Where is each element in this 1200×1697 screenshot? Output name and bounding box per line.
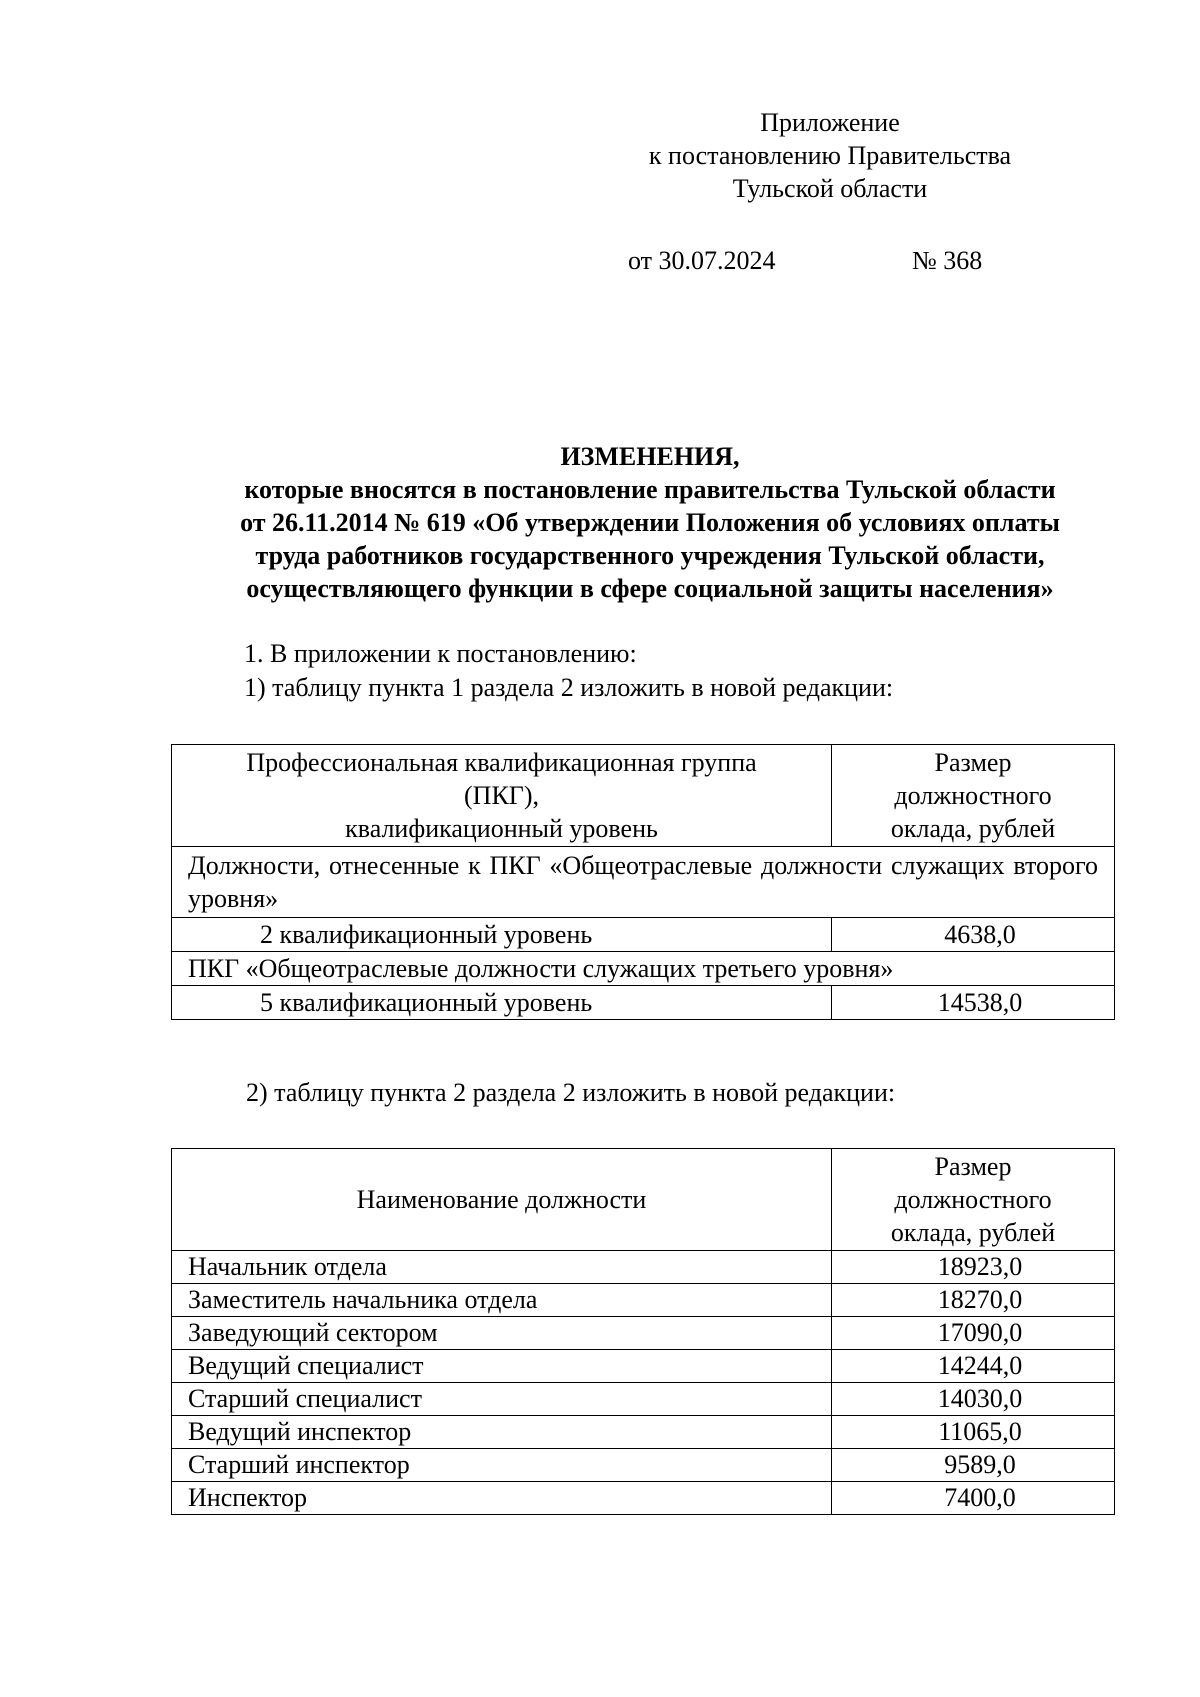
table2-header-col2-line3: оклада, рублей xyxy=(890,1218,1056,1247)
table-row xyxy=(172,1449,1115,1482)
table2-header-col1: Наименование должности xyxy=(172,1149,832,1251)
table1-header-col1-line2: (ПКГ), xyxy=(464,781,539,810)
table-row xyxy=(172,918,1115,952)
table1-value-cell: 14538,0 xyxy=(832,986,1115,1020)
table1-header-col2-line3: оклада, рублей xyxy=(890,814,1056,843)
title-heading: ИЗМЕНЕНИЯ, xyxy=(560,442,740,471)
appendix-block xyxy=(600,106,1060,205)
position-name-cell: Ведущий специалист xyxy=(172,1350,832,1383)
table1-header-col2-line2: должностного xyxy=(894,781,1052,810)
table-positions xyxy=(171,1148,1115,1515)
position-name-cell: Старший инспектор xyxy=(172,1449,832,1482)
table1-header-col1-line3: квалификационный уровень xyxy=(345,814,658,843)
salary-value-cell: 7400,0 xyxy=(832,1482,1115,1515)
position-name-cell: Начальник отдела xyxy=(172,1251,832,1284)
table-row xyxy=(172,1284,1115,1317)
salary-value-cell: 11065,0 xyxy=(832,1416,1115,1449)
table1-group-1: Должности, отнесенные к ПКГ «Общеотраслевые должности служащих второго уровня» xyxy=(172,847,1115,918)
title-line-1: которые вносятся в постановление правительства Тульской области xyxy=(244,475,1056,504)
table-row xyxy=(172,1350,1115,1383)
table1-header-col2 xyxy=(832,745,1115,847)
position-name-cell: Ведущий инспектор xyxy=(172,1416,832,1449)
position-name-cell: Заместитель начальника отдела xyxy=(172,1284,832,1317)
document-number: № 368 xyxy=(912,246,983,275)
table2-header-col2-line1: Размер xyxy=(934,1152,1012,1181)
table1-header-col2-line1: Размер xyxy=(934,748,1012,777)
table1-value-cell: 4638,0 xyxy=(832,918,1115,952)
title-line-2: от 26.11.2014 № 619 «Об утверждении Положения об условиях оплаты xyxy=(240,508,1060,537)
table-row xyxy=(172,1317,1115,1350)
appendix-line-2: к постановлению Правительства xyxy=(648,141,1012,170)
table-row xyxy=(172,1482,1115,1515)
table-qualification-groups xyxy=(171,744,1115,1020)
table1-group-row xyxy=(172,847,1115,918)
table-row xyxy=(172,1383,1115,1416)
salary-value-cell: 14030,0 xyxy=(832,1383,1115,1416)
paragraph-item-1: 1) таблицу пункта 1 раздела 2 изложить в новой редакции: xyxy=(244,673,894,702)
table1-level-cell: 5 квалификационный уровень xyxy=(172,986,832,1020)
salary-value-cell: 14244,0 xyxy=(832,1350,1115,1383)
position-name-cell: Старший специалист xyxy=(172,1383,832,1416)
table1-header-col1 xyxy=(172,745,832,847)
table-row xyxy=(172,986,1115,1020)
table-row xyxy=(172,1416,1115,1449)
table1-group-2: ПКГ «Общеотраслевые должности служащих третьего уровня» xyxy=(172,952,1115,986)
title-line-3: труда работников государственного учреждения Тульской области, xyxy=(255,541,1045,570)
salary-value-cell: 18270,0 xyxy=(832,1284,1115,1317)
salary-value-cell: 17090,0 xyxy=(832,1317,1115,1350)
table2-header-col2 xyxy=(832,1149,1115,1251)
date-number-line xyxy=(628,245,983,277)
appendix-line-1: Приложение xyxy=(760,108,900,137)
table-row xyxy=(172,1251,1115,1284)
paragraph-item-2: 2) таблицу пункта 2 раздела 2 изложить в новой редакции: xyxy=(246,1078,896,1107)
document-title xyxy=(170,440,1130,605)
document-date: от 30.07.2024 xyxy=(628,246,776,275)
table1-group-row xyxy=(172,952,1115,986)
title-line-4: осуществляющего функции в сфере социальной защиты населения» xyxy=(246,574,1054,603)
salary-value-cell: 18923,0 xyxy=(832,1251,1115,1284)
table1-header xyxy=(172,745,1115,847)
table2-header-col2-line2: должностного xyxy=(894,1185,1052,1214)
table2-header xyxy=(172,1149,1115,1251)
table1-header-col1-line1: Профессиональная квалификационная группа xyxy=(246,748,757,777)
salary-value-cell: 9589,0 xyxy=(832,1449,1115,1482)
position-name-cell: Инспектор xyxy=(172,1482,832,1515)
position-name-cell: Заведующий сектором xyxy=(172,1317,832,1350)
table1-level-cell: 2 квалификационный уровень xyxy=(172,918,832,952)
paragraph-1: 1. В приложении к постановлению: xyxy=(244,639,637,668)
appendix-line-3: Тульской области xyxy=(732,174,928,203)
